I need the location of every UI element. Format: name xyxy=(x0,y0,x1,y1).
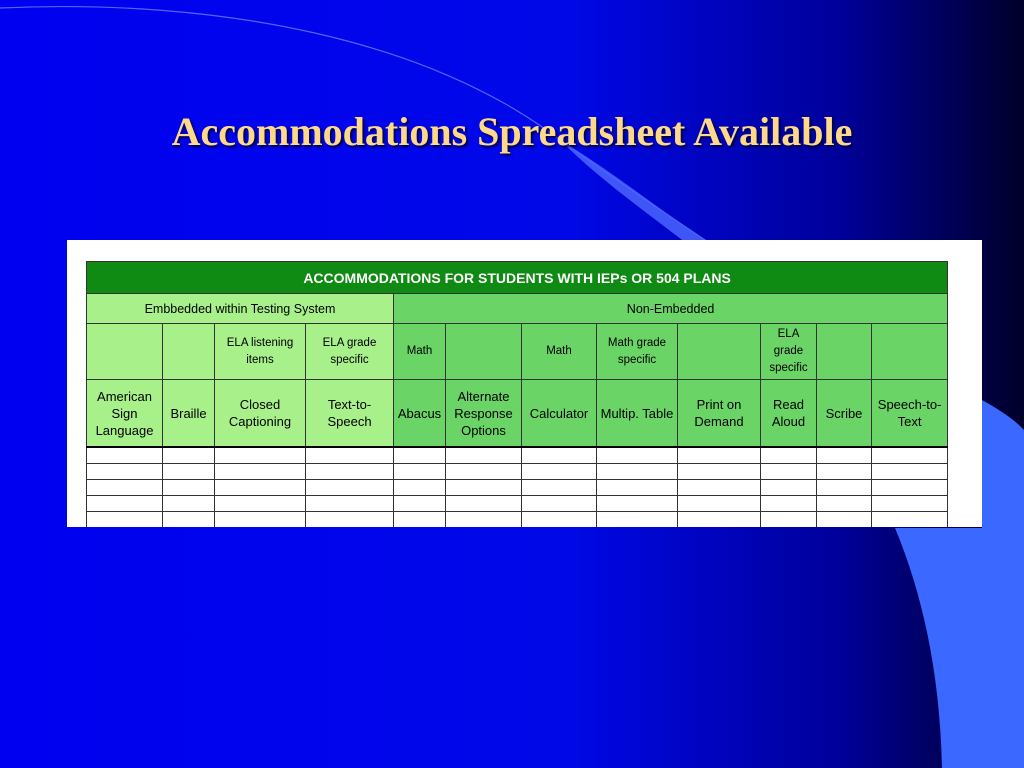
subheader-cell xyxy=(817,324,872,380)
column-header: Braille xyxy=(163,380,215,448)
empty-cell xyxy=(215,512,306,528)
empty-cell xyxy=(306,480,394,496)
empty-cell xyxy=(163,496,215,512)
empty-cell xyxy=(761,464,817,480)
table-row xyxy=(87,447,948,464)
empty-cell xyxy=(446,464,522,480)
slide-title: Accommodations Spreadsheet Available xyxy=(171,109,853,154)
table-row xyxy=(87,480,948,496)
empty-cell xyxy=(678,496,761,512)
subheader-cell xyxy=(678,324,761,380)
empty-cell xyxy=(163,512,215,528)
empty-cell xyxy=(394,496,446,512)
empty-cell xyxy=(597,512,678,528)
empty-cell xyxy=(215,464,306,480)
column-header: American Sign Language xyxy=(87,380,163,448)
empty-cell xyxy=(446,447,522,464)
empty-cell xyxy=(678,512,761,528)
column-header: Speech-to-Text xyxy=(872,380,948,448)
empty-cell xyxy=(522,447,597,464)
empty-cell xyxy=(817,496,872,512)
group-header-non-embedded: Non-Embedded xyxy=(394,294,948,324)
empty-cell xyxy=(215,447,306,464)
empty-cell xyxy=(87,480,163,496)
empty-cell xyxy=(87,447,163,464)
column-header: Abacus xyxy=(394,380,446,448)
empty-cell xyxy=(597,447,678,464)
empty-cell xyxy=(817,512,872,528)
empty-cell xyxy=(394,512,446,528)
empty-cell xyxy=(394,464,446,480)
subheader-cell: ELA grade specific xyxy=(761,324,817,380)
empty-cell xyxy=(761,447,817,464)
empty-cell xyxy=(306,512,394,528)
empty-cell xyxy=(446,496,522,512)
empty-cell xyxy=(306,496,394,512)
empty-cell xyxy=(163,464,215,480)
empty-cell xyxy=(597,480,678,496)
empty-cell xyxy=(872,512,948,528)
subheader-cell xyxy=(87,324,163,380)
empty-cell xyxy=(306,464,394,480)
empty-cell xyxy=(761,512,817,528)
empty-cell xyxy=(306,447,394,464)
empty-cell xyxy=(817,447,872,464)
column-header: Read Aloud xyxy=(761,380,817,448)
subheader-cell: ELA grade specific xyxy=(306,324,394,380)
empty-cell xyxy=(597,496,678,512)
empty-cell xyxy=(678,464,761,480)
empty-cell xyxy=(872,480,948,496)
empty-cell xyxy=(872,464,948,480)
empty-cell xyxy=(678,447,761,464)
spreadsheet-image xyxy=(67,240,982,527)
empty-cell xyxy=(446,512,522,528)
empty-cell xyxy=(522,512,597,528)
empty-cell xyxy=(817,464,872,480)
empty-cell xyxy=(163,447,215,464)
empty-cell xyxy=(87,464,163,480)
empty-cell xyxy=(761,496,817,512)
subheader-cell: ELA listening items xyxy=(215,324,306,380)
table-row xyxy=(87,512,948,528)
empty-cell xyxy=(597,464,678,480)
table-row xyxy=(87,496,948,512)
column-header: Multip. Table xyxy=(597,380,678,448)
column-header: Print on Demand xyxy=(678,380,761,448)
empty-cell xyxy=(87,496,163,512)
subheader-cell: Math xyxy=(522,324,597,380)
empty-cell xyxy=(872,496,948,512)
subheader-cell: Math grade specific xyxy=(597,324,678,380)
empty-cell xyxy=(215,480,306,496)
table-row xyxy=(87,464,948,480)
subheader-cell xyxy=(872,324,948,380)
empty-cell xyxy=(678,480,761,496)
group-header-embedded: Embbedded within Testing System xyxy=(87,294,394,324)
empty-cell xyxy=(163,480,215,496)
column-header: Text-to-Speech xyxy=(306,380,394,448)
empty-cell xyxy=(394,480,446,496)
empty-cell xyxy=(817,480,872,496)
empty-cell xyxy=(522,480,597,496)
column-header: Alternate Response Options xyxy=(446,380,522,448)
empty-cell xyxy=(87,512,163,528)
empty-cell xyxy=(446,480,522,496)
empty-cell xyxy=(394,447,446,464)
column-header: Scribe xyxy=(817,380,872,448)
empty-cell xyxy=(522,464,597,480)
empty-cell xyxy=(522,496,597,512)
subheader-cell xyxy=(163,324,215,380)
subheader-cell xyxy=(446,324,522,380)
column-header: Calculator xyxy=(522,380,597,448)
column-header: Closed Captioning xyxy=(215,380,306,448)
empty-rows xyxy=(87,447,948,527)
subheader-cell: Math xyxy=(394,324,446,380)
empty-cell xyxy=(761,480,817,496)
empty-cell xyxy=(872,447,948,464)
accommodations-table xyxy=(86,261,948,527)
table-title: ACCOMMODATIONS FOR STUDENTS WITH IEPs OR 504 PLANS xyxy=(87,262,948,294)
empty-cell xyxy=(215,496,306,512)
